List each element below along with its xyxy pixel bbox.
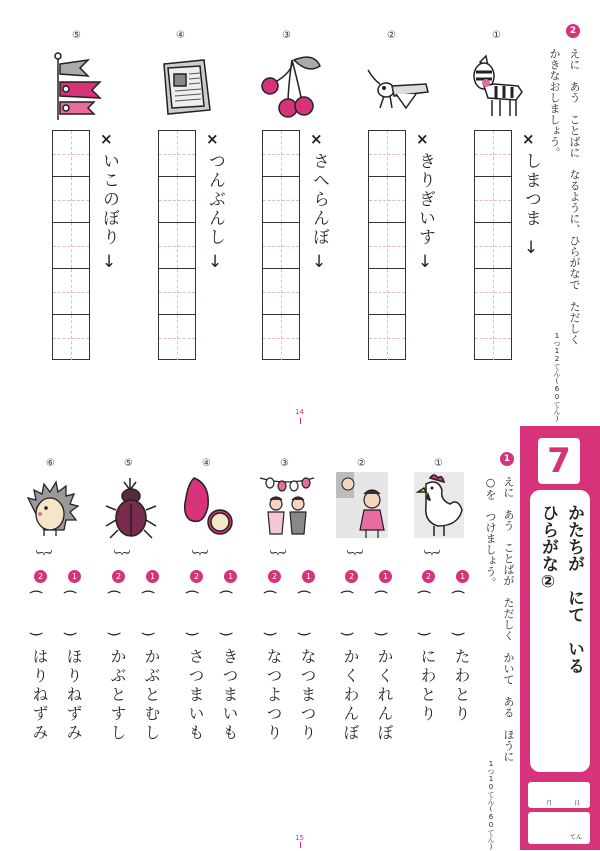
page-number: 14 — [295, 408, 304, 416]
instruction-text-2: ○を つけましょう。 — [484, 476, 497, 588]
choice-tag-2: 2 — [422, 570, 435, 583]
answer-paren[interactable]: ( — [27, 589, 44, 595]
choice-1[interactable]: きつまいも — [220, 648, 239, 743]
answer-paren-close: ) — [338, 631, 355, 637]
choice-1[interactable]: たわとり — [452, 648, 471, 724]
down-arrow-icon: ↓ — [415, 252, 435, 274]
instruction-text: えに あう ことばに なるように、ひらがなで ただしく — [568, 48, 581, 345]
answer-paren[interactable]: ( — [61, 589, 78, 595]
choice-1[interactable]: かくれんぼ — [375, 648, 394, 743]
answer-paren[interactable]: ( — [415, 589, 432, 595]
wrong-word: きりぎいす — [415, 152, 435, 247]
page-number-mark — [300, 842, 301, 848]
wrong-word: いこのぼり — [99, 152, 119, 247]
choice-tag-1: 1 — [68, 570, 81, 583]
unit-title-2: ひらがな② — [538, 504, 558, 592]
answer-paren[interactable]: ( — [295, 589, 312, 595]
answer-paren[interactable]: ( — [183, 589, 200, 595]
choice-2[interactable]: なつよつり — [264, 648, 283, 743]
down-arrow-icon: ↓ — [309, 252, 329, 274]
zebra-icon — [466, 52, 528, 120]
answer-paren-close: ) — [415, 631, 432, 637]
beetle-icon — [102, 476, 160, 540]
item-number: ① — [492, 30, 501, 41]
down-arrow-icon: ↓ — [205, 252, 225, 274]
grasshopper-icon — [364, 64, 432, 112]
item-number: ⑤ — [124, 458, 133, 469]
answer-paren-close: ) — [372, 631, 389, 637]
cross-mark: × — [310, 130, 323, 148]
date-month-label: 月 — [546, 800, 553, 807]
wrong-word: しまつま — [521, 152, 541, 228]
item-number: ④ — [202, 458, 211, 469]
sweet-potato-icon — [180, 474, 238, 538]
choice-tag-1: 1 — [456, 570, 469, 583]
choice-tag-2: 2 — [34, 570, 47, 583]
cross-mark: × — [416, 130, 429, 148]
answer-paren[interactable]: ( — [372, 589, 389, 595]
down-arrow-icon: ↓ — [99, 252, 119, 274]
page-number: 15 — [295, 834, 304, 842]
choice-2[interactable]: かぶとすし — [108, 648, 127, 743]
item-number: ⑥ — [46, 458, 55, 469]
answer-paren-close: ) — [217, 631, 234, 637]
choice-tag-2: 2 — [268, 570, 281, 583]
answer-paren-close: ) — [261, 631, 278, 637]
answer-paren-close: ) — [61, 631, 78, 637]
answer-paren[interactable]: ( — [139, 589, 156, 595]
choice-2[interactable]: にわとり — [418, 648, 437, 724]
cherry-icon — [258, 52, 328, 122]
question-number-badge: 1 — [500, 452, 514, 466]
answer-paren[interactable]: ( — [105, 589, 122, 595]
rooster-icon — [410, 470, 468, 542]
cross-mark: × — [522, 130, 535, 148]
item-number: ③ — [282, 30, 291, 41]
answer-paren-close: ) — [27, 631, 44, 637]
answer-paren[interactable]: ( — [338, 589, 355, 595]
unit-number: 7 — [538, 438, 580, 484]
page-number-mark — [300, 418, 301, 424]
answer-paren-close: ) — [105, 631, 122, 637]
unit-title: かたちが にて いる — [564, 504, 584, 674]
answer-box-4[interactable] — [158, 130, 196, 360]
choice-tag-2: 2 — [190, 570, 203, 583]
date-box[interactable] — [528, 782, 590, 808]
date-day-label: 日 — [574, 800, 581, 807]
item-number: ④ — [176, 30, 185, 41]
choice-tag-1: 1 — [146, 570, 159, 583]
choice-1[interactable]: かぶとむし — [142, 648, 161, 743]
answer-paren-close: ) — [183, 631, 200, 637]
cross-mark: × — [206, 130, 219, 148]
brace: ︸ — [36, 549, 53, 568]
choice-tag-2: 2 — [345, 570, 358, 583]
brace: ︸ — [270, 549, 287, 568]
choice-tag-1: 1 — [379, 570, 392, 583]
cross-mark: × — [100, 130, 113, 148]
choice-2[interactable]: さつまいも — [186, 648, 205, 743]
answer-paren-close: ) — [295, 631, 312, 637]
summer-festival-icon — [258, 470, 316, 542]
instruction-text: えに あう ことばが ただしく かいて ある ほうに — [502, 476, 515, 762]
answer-paren[interactable]: ( — [217, 589, 234, 595]
answer-paren[interactable]: ( — [261, 589, 278, 595]
answer-box-5[interactable] — [52, 130, 90, 360]
choice-tag-2: 2 — [112, 570, 125, 583]
choice-1[interactable]: なつまつり — [298, 648, 317, 743]
choice-2[interactable]: かくわんぼ — [341, 648, 360, 743]
choice-tag-1: 1 — [302, 570, 315, 583]
answer-paren-close: ) — [449, 631, 466, 637]
choice-1[interactable]: ほりねずみ — [64, 648, 83, 743]
item-number: ① — [434, 458, 443, 469]
hide-and-seek-icon — [332, 470, 392, 542]
item-number: ② — [357, 458, 366, 469]
points-label: 1つ10てん(60てん) — [487, 760, 495, 851]
answer-paren-close: ) — [139, 631, 156, 637]
down-arrow-icon: ↓ — [521, 238, 541, 260]
answer-paren[interactable]: ( — [449, 589, 466, 595]
newspaper-icon — [158, 58, 214, 118]
question-number-badge: 2 — [566, 24, 580, 38]
carp-streamer-icon — [48, 50, 110, 122]
brace: ︸ — [347, 549, 364, 568]
brace: ︸ — [114, 549, 131, 568]
item-number: ③ — [280, 458, 289, 469]
score-unit-label: てん — [570, 834, 583, 841]
points-label: 1つ12てん(60てん) — [553, 332, 561, 423]
instruction-text-2: かきなおしましょう。 — [548, 48, 561, 158]
choice-tag-1: 1 — [224, 570, 237, 583]
item-number: ② — [387, 30, 396, 41]
wrong-word: つんぶんし — [205, 152, 225, 247]
answer-box-1[interactable] — [474, 130, 512, 360]
brace: ︸ — [424, 549, 441, 568]
wrong-word: さへらんぼ — [309, 152, 329, 247]
hedgehog-icon — [24, 476, 84, 540]
answer-box-3[interactable] — [262, 130, 300, 360]
brace: ︸ — [192, 549, 209, 568]
choice-2[interactable]: はりねずみ — [30, 648, 49, 743]
item-number: ⑤ — [72, 30, 81, 41]
answer-box-2[interactable] — [368, 130, 406, 360]
